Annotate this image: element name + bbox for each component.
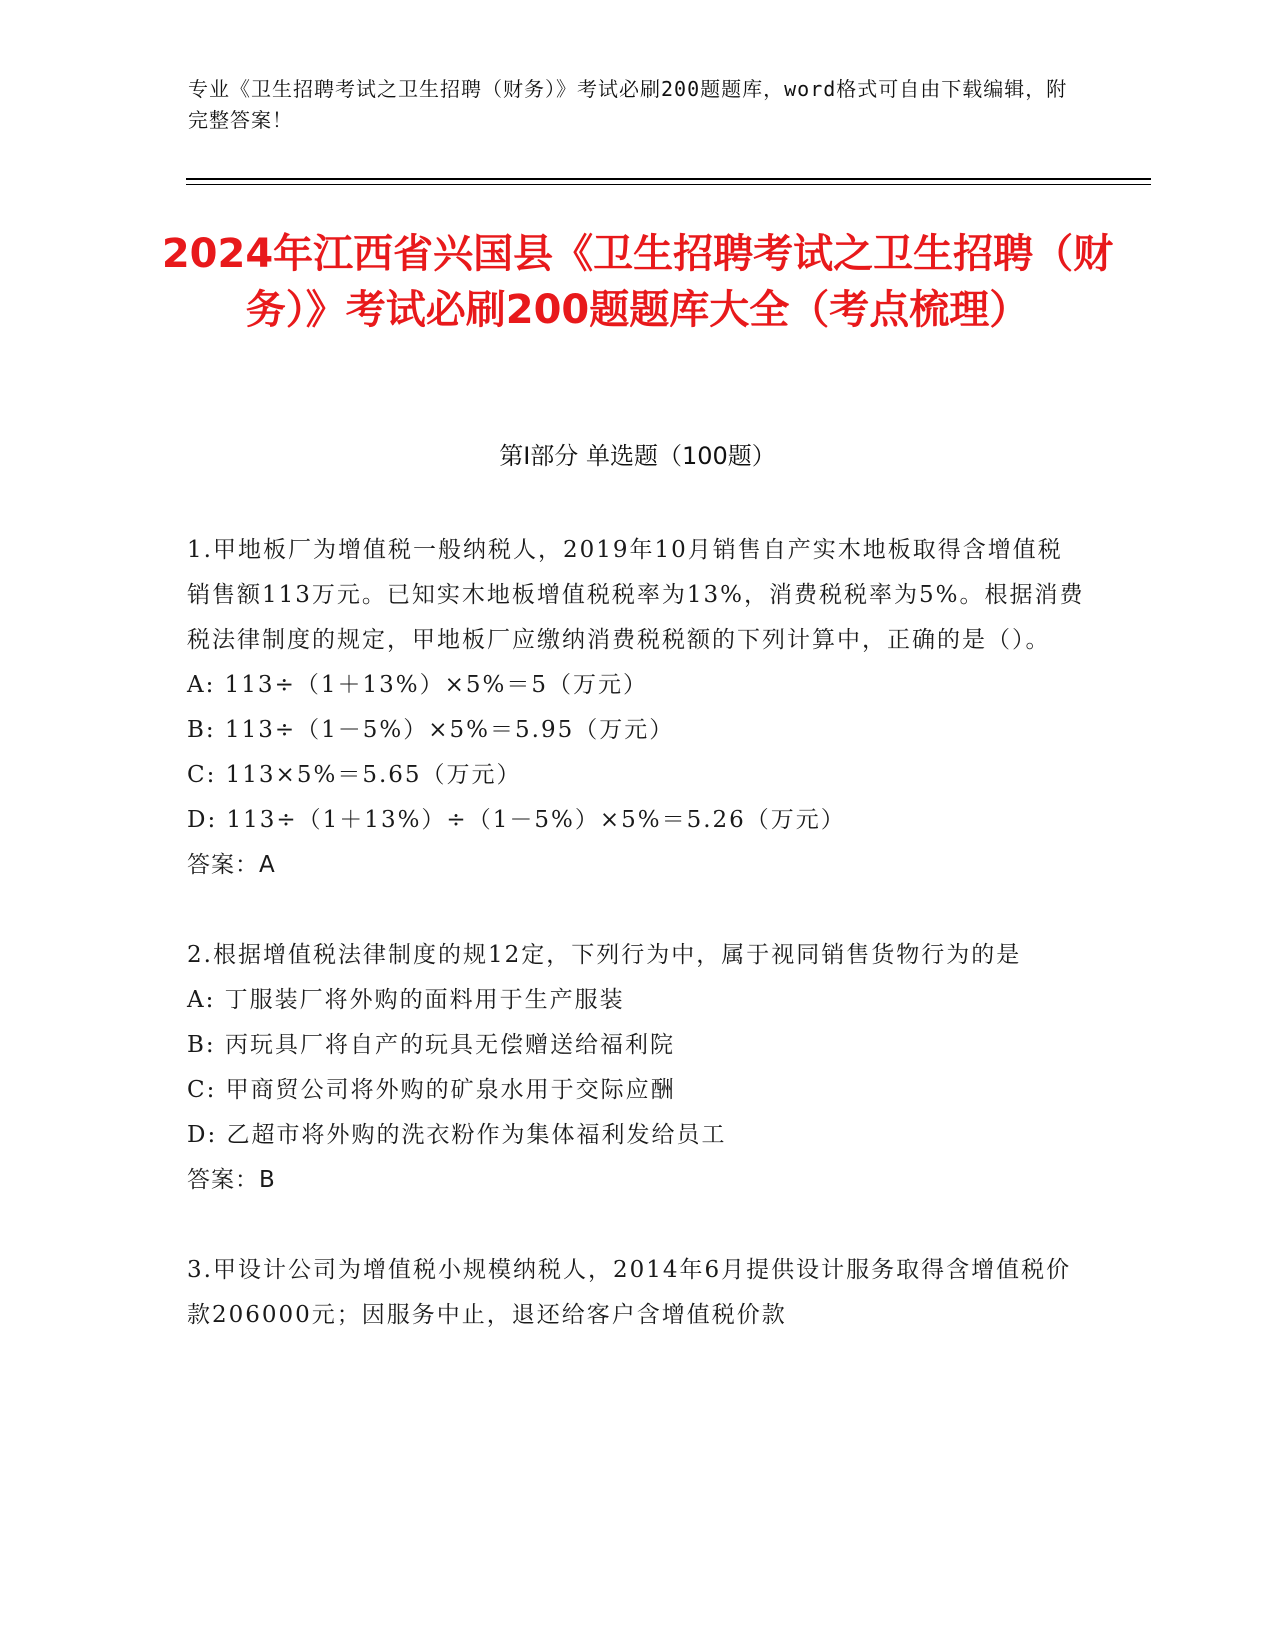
header-note: 专业《卫生招聘考试之卫生招聘（财务）》考试必刷200题题库，word格式可自由下载编辑，附完整答案！ — [188, 77, 1068, 132]
answer-line: 答案：B — [187, 1167, 276, 1193]
header-divider-thick — [186, 178, 1151, 180]
option-a: A: 113÷（1＋13%）×5%＝5（万元） — [187, 672, 648, 698]
question-stem: 3.甲设计公司为增值税小规模纳税人，2014年6月提供设计服务取得含增值税价款206000元；因服务中止，退还给客户含增值税价款 — [187, 1257, 1072, 1328]
option-a: A: 丁服装厂将外购的面料用于生产服装 — [187, 987, 625, 1013]
option-c: C: 113×5%＝5.65（万元） — [187, 762, 522, 788]
section-heading: 第I部分 单选题（100题） — [499, 442, 776, 470]
option-b: B: 113÷（1－5%）×5%＝5.95（万元） — [187, 717, 675, 743]
question-stem: 2.根据增值税法律制度的规12定，下列行为中，属于视同销售货物行为的是 — [187, 942, 1022, 968]
question-list — [187, 528, 1087, 1383]
question-stem: 1.甲地板厂为增值税一般纳税人，2019年10月销售自产实木地板取得含增值税销售额113万元。已知实木地板增值税税率为13%，消费税税率为5%。根据消费税法律制度的规定，甲地板厂应缴纳消费税税额的下列计算中，正确的是（）。 — [187, 537, 1085, 653]
question-3 — [187, 1248, 1087, 1338]
option-d: D: 乙超市将外购的洗衣粉作为集体福利发给员工 — [187, 1122, 727, 1148]
option-c: C: 甲商贸公司将外购的矿泉水用于交际应酬 — [187, 1077, 676, 1103]
question-1 — [187, 528, 1087, 888]
option-b: B: 丙玩具厂将自产的玩具无偿赠送给福利院 — [187, 1032, 675, 1058]
option-d: D: 113÷（1＋13%）÷（1－5%）×5%＝5.26（万元） — [187, 807, 846, 833]
answer-line: 答案：A — [187, 852, 276, 878]
question-2 — [187, 933, 1087, 1203]
document-title: 2024年江西省兴国县《卫生招聘考试之卫生招聘（财务）》考试必刷200题题库大全（考点梳理） — [161, 231, 1114, 333]
header-divider-thin — [186, 184, 1151, 185]
